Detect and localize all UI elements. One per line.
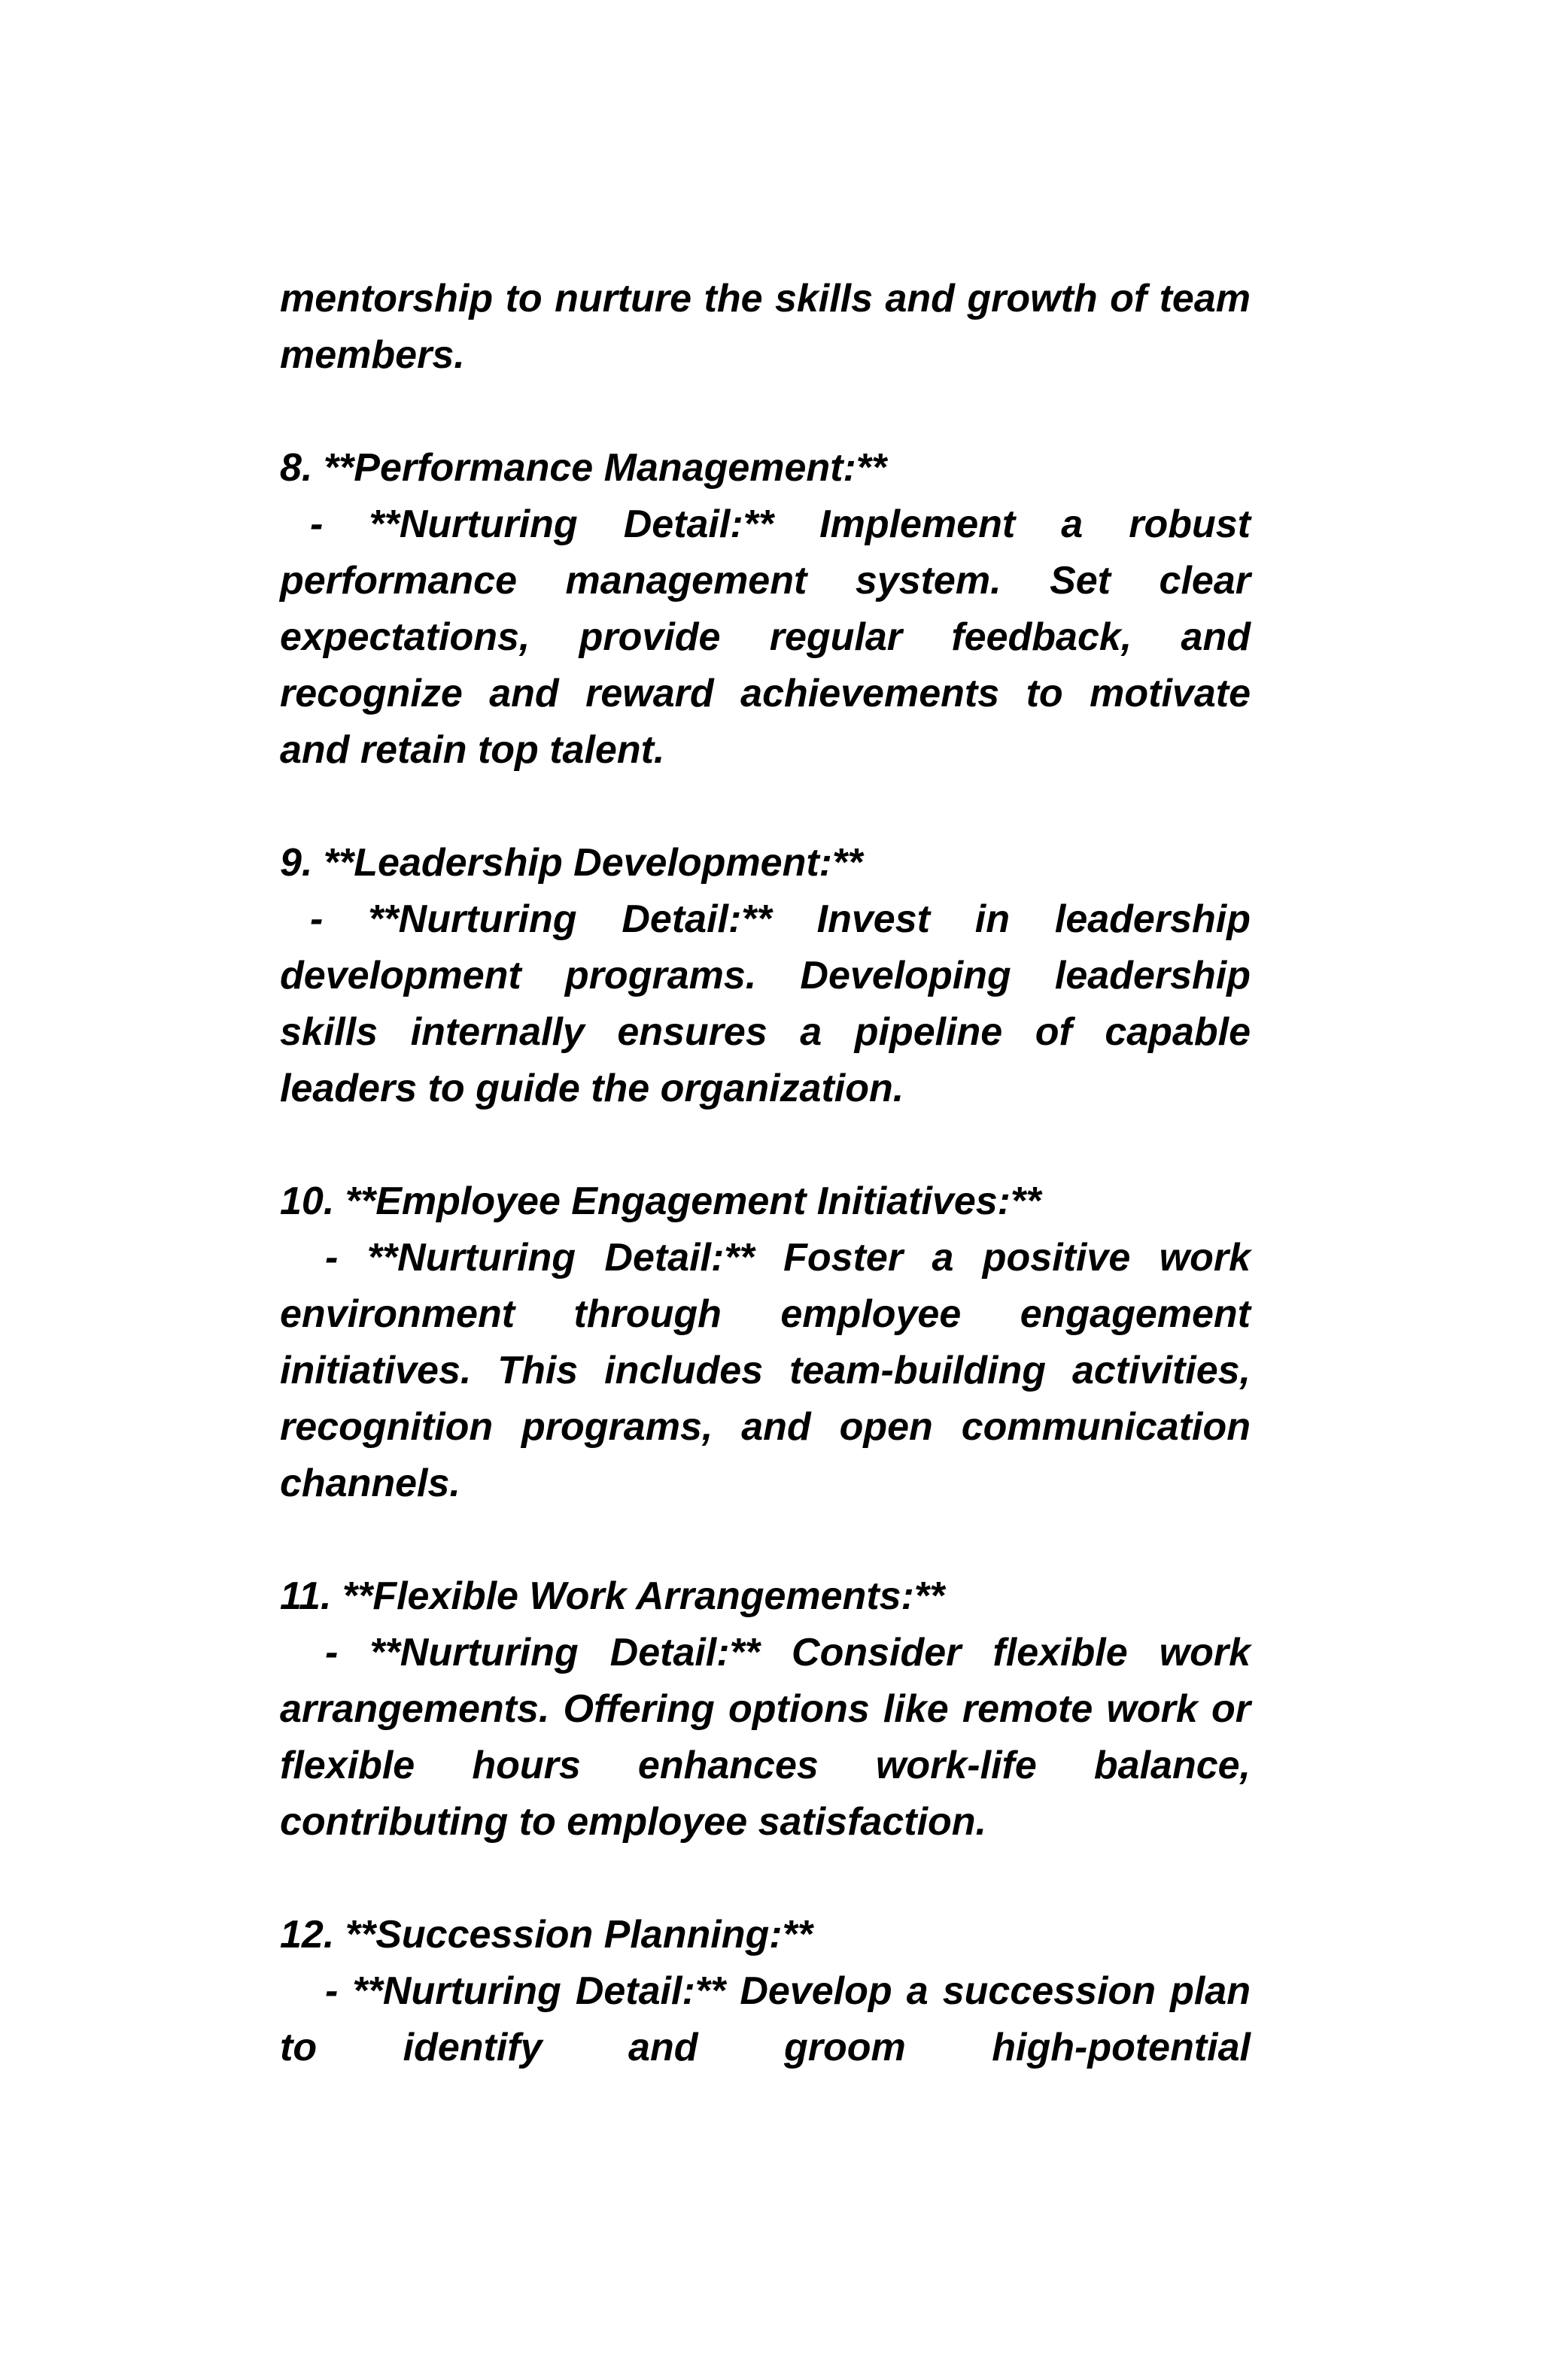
section-detail-performance-management: - **Nurturing Detail:** Implement a robust performance management system. Set clear expectations, provide regular feedback, and recognize and reward achievements to motivate and retain top talent.	[280, 502, 1251, 772]
section-detail-leadership-development: - **Nurturing Detail:** Invest in leadership development programs. Developing leadership skills internally ensures a pipeline of capable leaders to guide the organization.	[280, 897, 1251, 1110]
section-detail-employee-engagement: - **Nurturing Detail:** Foster a positive work environment through employee engagement initiatives. This includes team-building activities, recognition programs, and open communication channels.	[280, 1236, 1251, 1505]
section-heading-performance-management: 8. **Performance Management:**	[280, 446, 887, 490]
section-spacer	[280, 779, 1251, 835]
section-heading-flexible-work: 11. **Flexible Work Arrangements:**	[280, 1574, 945, 1618]
section-spacer	[280, 384, 1251, 440]
section-heading-leadership-development: 9. **Leadership Development:**	[280, 841, 863, 885]
intro-continuation-paragraph: mentorship to nurture the skills and growth of team members.	[280, 277, 1251, 377]
section-heading-employee-engagement: 10. **Employee Engagement Initiatives:**	[280, 1179, 1041, 1223]
page-body	[280, 271, 1251, 2076]
section-detail-flexible-work: - **Nurturing Detail:** Consider flexible work arrangements. Offering options like remote work or flexible hours enhances work-life balance, contributing to employee satisfaction.	[280, 1631, 1251, 1844]
section-spacer	[280, 1512, 1251, 1568]
section-detail-succession-planning: - **Nurturing Detail:** Develop a succession plan to identify and groom high-potential	[280, 1969, 1251, 2069]
section-spacer	[280, 1850, 1251, 1907]
section-heading-succession-planning: 12. **Succession Planning:**	[280, 1913, 813, 1957]
section-spacer	[280, 1117, 1251, 1173]
